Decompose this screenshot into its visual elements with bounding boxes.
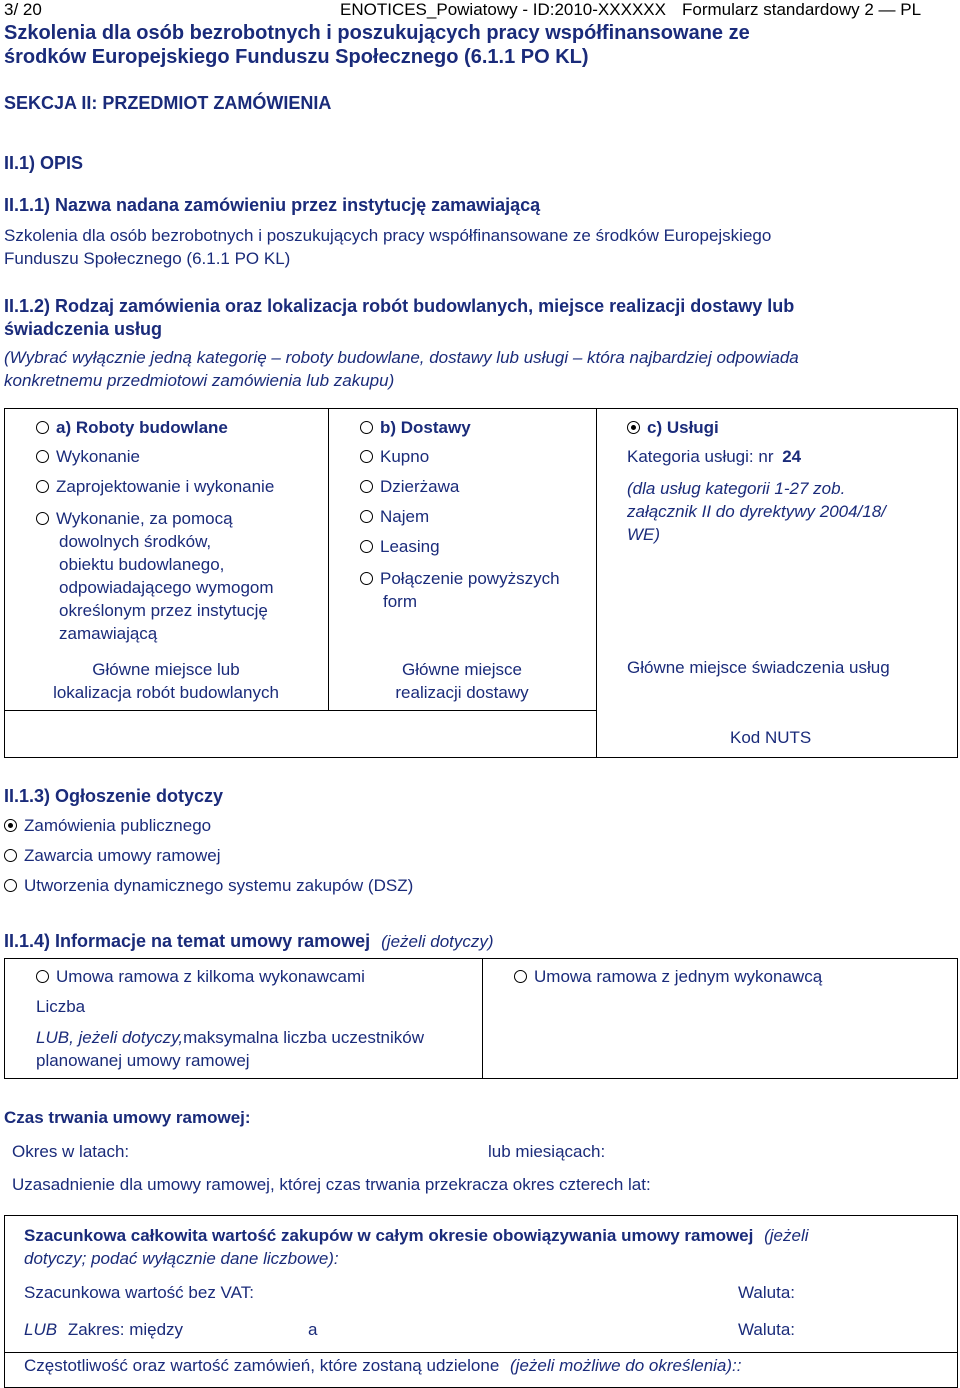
col-a-opt2-label: Zaprojektowanie i wykonanie <box>56 477 275 496</box>
page-title-line1: Szkolenia dla osób bezrobotnych i poszukujących pracy współfinansowane ze <box>4 22 750 44</box>
estimate-lub: LUB <box>24 1320 58 1339</box>
col-b-heading[interactable] <box>360 418 471 438</box>
estimate-range <box>24 1320 183 1340</box>
ii13-opt2[interactable] <box>4 846 221 866</box>
estimate-value-label: Szacunkowa wartość bez VAT: <box>24 1283 254 1302</box>
estimate-title-ital2: dotyczy; podać wyłącznie dane liczbowe): <box>24 1249 339 1268</box>
col-a-opt3-l1: Wykonanie, za pomocą <box>56 509 233 528</box>
ii13-opt3-label: Utworzenia dynamicznego systemu zakupów (DSZ) <box>24 876 414 895</box>
col-a-opt3-l5: określonym przez instytucję <box>59 601 268 620</box>
ii12-note-line1: (Wybrać wyłącznie jedną kategorię – roboty budowlane, dostawy lub usługi – która najbardziej odpowiada <box>4 348 799 367</box>
ii1-heading: II.1) OPIS <box>4 153 84 173</box>
estimate-frequency-text: Częstotliwość oraz wartość zamówień, które zostaną udzielone <box>24 1356 500 1375</box>
radio-wykonanie-za-pomoca[interactable] <box>36 512 49 525</box>
ii13-opt3[interactable] <box>4 876 413 896</box>
col-b-opt3[interactable] <box>360 507 429 527</box>
duration-years: Okres w latach: <box>12 1142 130 1161</box>
estimate-title-ital1: (jeżeli <box>764 1226 809 1245</box>
category-value: 24 <box>782 447 802 466</box>
col-c-footer: Główne miejsce świadczenia usług <box>627 658 890 677</box>
col-a-opt3-l6: zamawiającą <box>59 624 158 643</box>
col-a-opt2[interactable] <box>36 477 274 497</box>
ii12-note-line2: konkretnemu przedmiotowi zamówienia lub zakupu) <box>4 371 395 390</box>
radio-jednego-wykonawcy[interactable] <box>514 970 527 983</box>
col-b-opt5[interactable] <box>360 567 560 613</box>
radio-wykonanie[interactable] <box>36 450 49 463</box>
estimate-currency1: Waluta: <box>738 1283 796 1302</box>
col-c-note-l1: (dla usług kategorii 1-27 zob. <box>627 479 846 498</box>
col-b-opt2-label: Dzierżawa <box>380 477 460 496</box>
radio-kilku-wykonawcow[interactable] <box>36 970 49 983</box>
col-b-opt4-label: Leasing <box>380 537 440 556</box>
col-a-opt3-l2: dowolnych środków, <box>59 532 212 551</box>
col-c-note-l2: załącznik II do dyrektywy 2004/18/ <box>627 502 886 521</box>
framework-table-divider <box>482 958 483 1079</box>
radio-najem[interactable] <box>360 510 373 523</box>
col-b-opt2[interactable] <box>360 477 459 497</box>
radio-uslugi[interactable] <box>627 421 640 434</box>
ii14-label-note: (jeżeli dotyczy) <box>381 932 494 951</box>
col-a-heading-label: a) Roboty budowlane <box>56 418 228 437</box>
radio-polaczenie[interactable] <box>360 572 373 585</box>
ii13-opt1-label: Zamówienia publicznego <box>24 816 212 835</box>
estimate-frequency <box>24 1356 742 1376</box>
radio-dostawy[interactable] <box>360 421 373 434</box>
form-name: Formularz standardowy 2 — PL <box>682 0 922 19</box>
ii11-label: II.1.1) Nazwa nadana zamówieniu przez instytucję zamawiającą <box>4 195 541 215</box>
radio-zaprojektowanie[interactable] <box>36 480 49 493</box>
duration-months: lub miesiącach: <box>488 1142 606 1161</box>
col-b-footer-l1: Główne miejsce <box>402 660 522 679</box>
radio-zamowienia-publicznego[interactable] <box>4 819 17 832</box>
col-b-heading-label: b) Dostawy <box>380 418 471 437</box>
col-a-heading[interactable] <box>36 418 228 438</box>
ii13-label: II.1.3) Ogłoszenie dotyczy <box>4 786 224 806</box>
ii14-lub-prefix: LUB, jeżeli dotyczy, <box>36 1028 184 1047</box>
col-c-note <box>627 477 886 546</box>
estimate-currency2: Waluta: <box>738 1320 796 1339</box>
ii14-left-opt[interactable] <box>36 967 365 987</box>
col-a-opt1-label: Wykonanie <box>56 447 140 466</box>
ii14-lub-rest-l2: planowanej umowy ramowej <box>36 1051 250 1070</box>
ii14-liczba: Liczba <box>36 997 86 1016</box>
col-b-opt3-label: Najem <box>380 507 430 526</box>
col-a-footer-l1: Główne miejsce lub <box>92 660 240 679</box>
notice-id: ENOTICES_Powiatowy - ID:2010-XXXXXX <box>340 0 666 19</box>
col-b-opt4[interactable] <box>360 537 440 557</box>
col-b-opt1[interactable] <box>360 447 429 467</box>
radio-zawarcia-umowy[interactable] <box>4 849 17 862</box>
nuts-code: Kod NUTS <box>730 728 812 747</box>
col-a-opt3[interactable] <box>36 507 274 645</box>
duration-justification: Uzasadnienie dla umowy ramowej, której czas trwania przekracza okres czterech lat: <box>12 1175 651 1194</box>
category-label: Kategoria usługi: nr <box>627 447 774 466</box>
ii14-label-text: II.1.4) Informacje na temat umowy ramowej <box>4 931 371 951</box>
ii14-left-opt-label: Umowa ramowa z kilkoma wykonawcami <box>56 967 365 986</box>
duration-label: Czas trwania umowy ramowej: <box>4 1108 251 1127</box>
col-a-opt1[interactable] <box>36 447 140 467</box>
ii11-value-line2: Funduszu Społecznego (6.1.1 PO KL) <box>4 249 291 268</box>
radio-leasing[interactable] <box>360 540 373 553</box>
category-table-divider <box>596 408 597 758</box>
radio-dsz[interactable] <box>4 879 17 892</box>
col-b-footer-l2: realizacji dostawy <box>395 683 529 702</box>
ii13-opt2-label: Zawarcia umowy ramowej <box>24 846 221 865</box>
col-b-opt1-label: Kupno <box>380 447 430 466</box>
col-b-opt5-l1: Połączenie powyższych <box>380 569 560 588</box>
col-c-heading-label: c) Usługi <box>647 418 719 437</box>
estimate-title <box>24 1224 809 1270</box>
ii13-opt1[interactable] <box>4 816 211 836</box>
ii14-right-opt[interactable] <box>514 967 822 987</box>
col-c-note-l3: WE) <box>627 525 661 544</box>
ii12-label-line2: świadczenia usług <box>4 319 163 339</box>
section-title: SEKCJA II: PRZEDMIOT ZAMÓWIENIA <box>4 93 332 113</box>
col-b-opt5-l2: form <box>383 592 417 611</box>
estimate-a: a <box>308 1320 318 1339</box>
col-a-opt3-l4: odpowiadającego wymogom <box>59 578 274 597</box>
estimate-frequency-note: (jeżeli możliwe do określenia):: <box>510 1356 742 1375</box>
col-a-footer-l2: lokalizacja robót budowlanych <box>53 683 279 702</box>
radio-dzierzawa[interactable] <box>360 480 373 493</box>
radio-roboty[interactable] <box>36 421 49 434</box>
page-title <box>4 22 750 69</box>
ii14-right-opt-label: Umowa ramowa z jednym wykonawcą <box>534 967 823 986</box>
ii14-lub <box>36 1026 424 1072</box>
col-a-footer <box>4 658 328 704</box>
ii14-lub-rest-l1: maksymalna liczba uczestników <box>183 1028 424 1047</box>
col-c-category <box>627 447 801 467</box>
estimate-range-label: Zakres: między <box>67 1320 184 1339</box>
page-number: 3/ 20 <box>4 0 42 19</box>
radio-kupno[interactable] <box>360 450 373 463</box>
ii11-value-line1: Szkolenia dla osób bezrobotnych i poszukujących pracy współfinansowane ze środków Europejskiego <box>4 226 772 245</box>
col-a-opt3-l3: obiektu budowlanego, <box>59 555 225 574</box>
col-b-footer <box>328 658 596 704</box>
page-title-line2: środków Europejskiego Funduszu Społecznego (6.1.1 PO KL) <box>4 46 589 68</box>
estimate-table-row-line <box>4 1352 958 1353</box>
category-table-footer-line <box>4 710 596 711</box>
col-c-heading[interactable] <box>627 418 719 438</box>
ii12-label-line1: II.1.2) Rodzaj zamówienia oraz lokalizacja robót budowlanych, miejsce realizacji dostawy lub <box>4 296 795 316</box>
estimate-title-bold: Szacunkowa całkowita wartość zakupów w całym okresie obowiązywania umowy ramowej <box>24 1226 754 1245</box>
ii14-label <box>4 931 494 952</box>
